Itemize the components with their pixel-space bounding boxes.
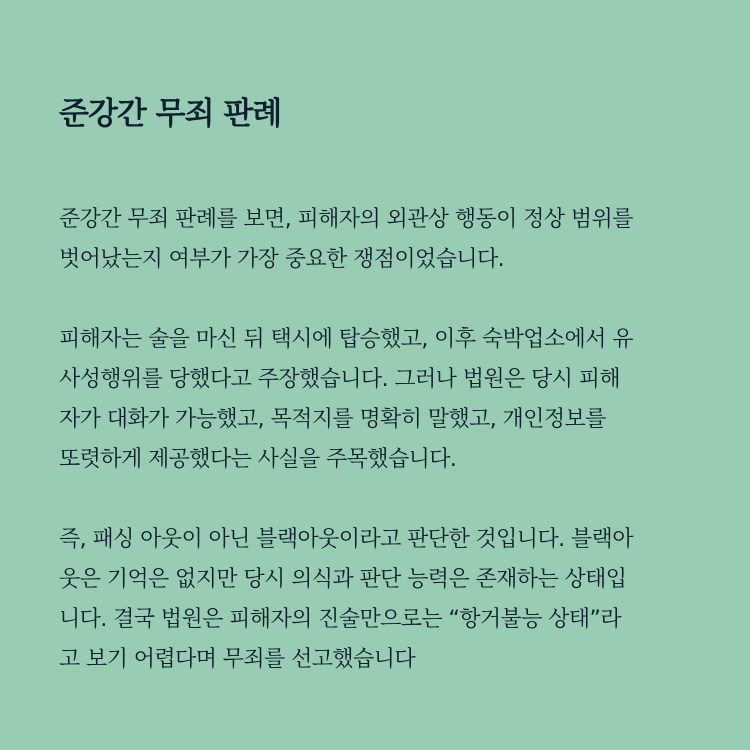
text-line: 고 보기 어렵다며 무죄를 선고했습니다 — [59, 647, 416, 672]
page-title: 준강간 무죄 판례 — [59, 96, 282, 132]
text-line: 사성행위를 당했다고 주장했습니다. 그러나 법원은 당시 피해 — [59, 367, 621, 392]
text-line: 즉, 패싱 아웃이 아닌 블랙아웃이라고 판단한 것입니다. 블랙아 — [59, 527, 633, 552]
text-line: 피해자는 술을 마신 뒤 택시에 탑승했고, 이후 숙박업소에서 유 — [59, 327, 633, 352]
paragraph-2 — [59, 320, 692, 480]
body-text — [59, 200, 692, 680]
text-line: 니다. 결국 법원은 피해자의 진술만으로는 “항거불능 상태”라 — [59, 607, 621, 632]
paragraph-3 — [59, 520, 692, 680]
paragraph-1 — [59, 200, 692, 280]
text-line: 또렷하게 제공했다는 사실을 주목했습니다. — [59, 447, 457, 472]
text-line: 벗어났는지 여부가 가장 중요한 쟁점이었습니다. — [59, 247, 505, 272]
text-line: 자가 대화가 가능했고, 목적지를 명확히 말했고, 개인정보를 — [59, 407, 606, 432]
text-line: 준강간 무죄 판례를 보면, 피해자의 외관상 행동이 정상 범위를 — [59, 207, 633, 232]
text-line: 웃은 기억은 없지만 당시 의식과 판단 능력은 존재하는 상태입 — [59, 567, 627, 592]
